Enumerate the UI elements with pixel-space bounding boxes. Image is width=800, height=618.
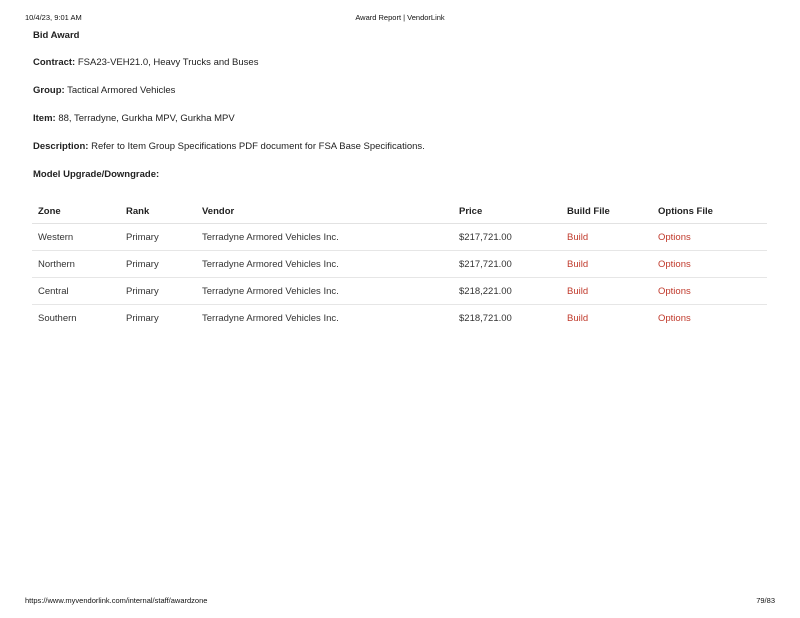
zone-cell: Western bbox=[32, 224, 120, 251]
rank-cell: Primary bbox=[126, 312, 159, 324]
vendor-cell: Terradyne Armored Vehicles Inc. bbox=[196, 224, 453, 251]
zone-cell: Northern bbox=[32, 251, 120, 278]
print-url: https://www.myvendorlink.com/internal/staff/awardzone bbox=[25, 596, 208, 605]
print-timestamp: 10/4/23, 9:01 AM bbox=[25, 13, 82, 22]
group-label: Group: bbox=[33, 85, 65, 96]
model-upgrade-label: Model Upgrade/Downgrade: bbox=[33, 169, 160, 180]
options-file-link[interactable]: Options bbox=[658, 285, 691, 297]
zone-cell: Southern bbox=[38, 312, 77, 324]
header-options-file: Options File bbox=[652, 199, 767, 224]
build-file-link[interactable]: Build bbox=[567, 285, 589, 297]
price-cell: $217,721.00 bbox=[453, 224, 561, 251]
options-file-link[interactable]: Options bbox=[658, 231, 691, 243]
header-zone: Zone bbox=[32, 199, 120, 224]
zone-cell: Central bbox=[32, 278, 120, 305]
rank-cell: Primary bbox=[120, 251, 196, 278]
print-page-title: Award Report | VendorLink bbox=[355, 13, 445, 22]
award-table bbox=[32, 199, 767, 331]
award-details bbox=[33, 30, 767, 181]
options-file-link[interactable]: Options bbox=[658, 258, 691, 270]
contract-field bbox=[33, 57, 767, 69]
vendor-cell: Terradyne Armored Vehicles Inc. bbox=[196, 251, 453, 278]
table-row bbox=[32, 305, 767, 332]
table-header-row bbox=[32, 199, 767, 224]
header-build-file: Build File bbox=[561, 199, 652, 224]
header-rank: Rank bbox=[120, 199, 196, 224]
vendor-cell: Terradyne Armored Vehicles Inc. bbox=[202, 312, 339, 324]
options-file-link[interactable]: Options bbox=[658, 312, 691, 324]
group-field bbox=[33, 85, 767, 97]
price-cell: $217,721.00 bbox=[453, 251, 561, 278]
vendor-cell: Terradyne Armored Vehicles Inc. bbox=[196, 278, 453, 305]
contract-label: Contract: bbox=[33, 57, 76, 68]
description-field bbox=[33, 141, 767, 153]
rank-cell: Primary bbox=[120, 278, 196, 305]
price-cell: $218,721.00 bbox=[459, 312, 512, 324]
price-cell: $218,221.00 bbox=[453, 278, 561, 305]
header-vendor: Vendor bbox=[196, 199, 453, 224]
page-number: 79/83 bbox=[756, 596, 775, 605]
table-row bbox=[32, 224, 767, 251]
header-price: Price bbox=[453, 199, 561, 224]
item-label: Item: bbox=[33, 113, 56, 124]
build-file-link[interactable]: Build bbox=[567, 312, 589, 324]
table-row bbox=[32, 278, 767, 305]
print-footer bbox=[25, 596, 775, 608]
description-value: Refer to Item Group Specifications PDF document for FSA Base Specifications. bbox=[91, 141, 425, 152]
table-row bbox=[32, 251, 767, 278]
contract-value: FSA23-VEH21.0, Heavy Trucks and Buses bbox=[77, 57, 259, 68]
model-upgrade-field bbox=[33, 169, 767, 181]
group-value: Tactical Armored Vehicles bbox=[67, 85, 176, 96]
rank-cell: Primary bbox=[120, 224, 196, 251]
build-file-link[interactable]: Build bbox=[567, 231, 589, 243]
page-title: Bid Award bbox=[33, 30, 80, 41]
item-field bbox=[33, 113, 767, 125]
description-label: Description: bbox=[33, 141, 89, 152]
print-header bbox=[25, 13, 775, 25]
item-value: 88, Terradyne, Gurkha MPV, Gurkha MPV bbox=[58, 113, 235, 124]
build-file-link[interactable]: Build bbox=[567, 258, 589, 270]
